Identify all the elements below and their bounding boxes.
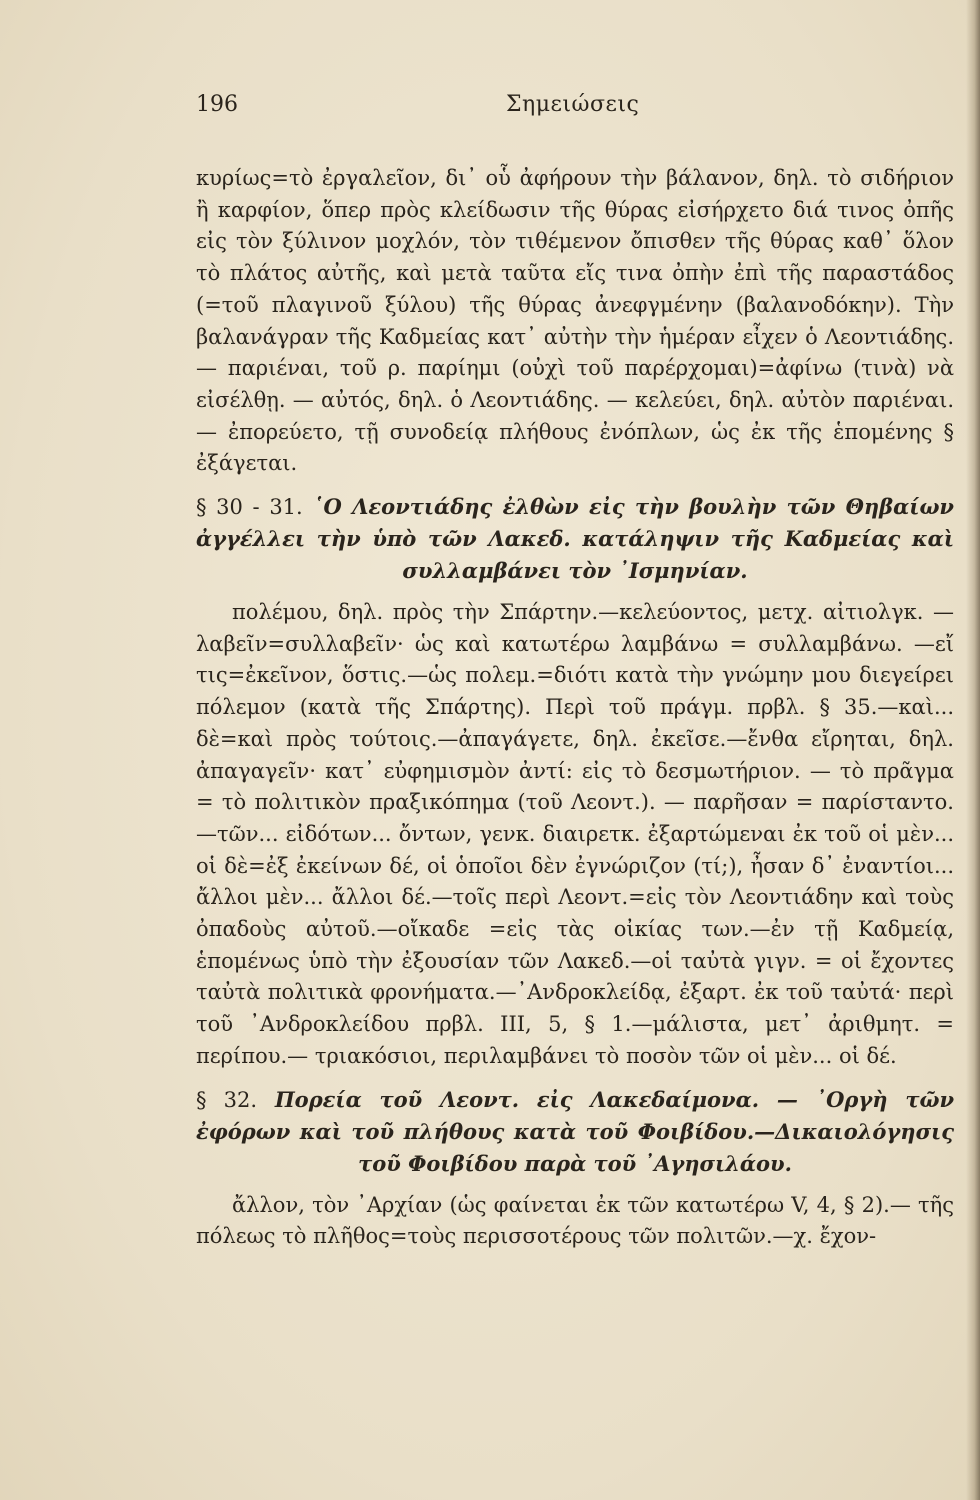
- section-title: Πορεία τοῦ Λεοντ. εἰς Λακεδαίμονα. — ᾽Οργὴ τῶν ἐφόρων καὶ τοῦ πλήθους κατὰ τοῦ Φοιβίδου.—Δικαιολόγησις τοῦ Φοιβίδου παρὰ τοῦ ᾽Αγησιλάου.: [196, 1086, 955, 1176]
- section-title: ῾Ο Λεοντιάδης ἐλθὼν εἰς τὴν βουλὴν τῶν Θηβαίων ἀγγέλλει τὴν ὑπὸ τῶν Λακεδ. κατάληψιν τῆς Καδμείας καὶ συλλαμβάνει τὸν ᾽Ισμηνίαν.: [196, 494, 955, 584]
- paragraph-1: κυρίως=τὸ ἐργαλεῖον, δι᾽ οὗ ἀφήρουν τὴν βάλανον, δηλ. τὸ σιδήριον ἢ καρφίον, ὅπερ πρὸς κλείδωσιν τῆς θύρας εἰσήρχετο διά τινος ὀπῆς εἰς τὸν ξύλινον μοχλόν, τὸν τιθέμενον ὄπισθεν τῆς θύρας καθ᾽ ὅλον τὸ πλάτος αὐτῆς, καὶ μετὰ ταῦτα εἴς τινα ὀπὴν ἐπὶ τῆς παραστάδος (=τοῦ πλαγινοῦ ξύλου) τῆς θύρας ἀνεφγμένην (βαλανοδόκην). Τὴν βαλανάγραν τῆς Καδμείας κατ᾽ αὐτὴν τὴν ἡμέραν εἶχεν ὁ Λεοντιάδης. — παριέναι, τοῦ ρ. παρίημι (οὐχὶ τοῦ παρέρχομαι)=ἀφίνω (τινὰ) νὰ εἰσέλθῃ. — αὐτός, δηλ. ὁ Λεοντιάδης. — κελεύει, δηλ. αὐτὸν παριέναι. — ἐπορεύετο, τῇ συνοδείᾳ πλήθους ἐνόπλων, ὡς ἐκ τῆς ἑπομένης § ἐξάγεται.: [196, 166, 954, 476]
- page-body: [196, 163, 954, 1253]
- page-header: [196, 92, 954, 124]
- page-edge-shadow: [966, 0, 980, 1500]
- running-title: Σημειώσεις: [506, 92, 640, 117]
- paragraph-2: πολέμου, δηλ. πρὸς τὴν Σπάρτην.—κελεύοντος, μετχ. αἰτιολγκ. —λαβεῖν=συλλαβεῖν· ὡς καὶ κατωτέρω λαμβάνω = συλλαμβάνω. —εἴ τις=ἐκεῖνον, ὅστις.—ὡς πολεμ.=διότι κατὰ τὴν γνώμην μου διεγείρει πόλεμον (κατὰ τῆς Σπάρτης). Περὶ τοῦ πράγμ. πρβλ. § 35.—καὶ... δὲ=καὶ πρὸς τούτοις.—ἀπαγάγετε, δηλ. ἐκεῖσε.—ἔνθα εἴρηται, δηλ. ἀπαγαγεῖν· κατ᾽ εὐφημισμὸν ἀντί: εἰς τὸ δεσμωτήριον. — τὸ πρᾶγμα = τὸ πολιτικὸν πραξικόπημα (τοῦ Λεοντ.). — παρῆσαν = παρίσταντο.—τῶν... εἰδότων... ὄντων, γενκ. διαιρετκ. ἐξαρτώμεναι ἐκ τοῦ οἱ μὲν... οἱ δὲ=ἐξ ἐκείνων δέ, οἱ ὁποῖοι δὲν ἐγνώριζον (τί;), ἦσαν δ᾽ ἐναντίοι... ἄλλοι μὲν... ἄλλοι δέ.—τοῖς περὶ Λεοντ.=εἰς τὸν Λεοντιάδην καὶ τοὺς ὀπαδοὺς αὐτοῦ.—οἴκαδε =εἰς τὰς οἰκίας των.—ἐν τῇ Καδμείᾳ, ἑπομένως ὑπὸ τὴν ἐξουσίαν τῶν Λακεδ.—οἱ ταὐτὰ γιγν. = οἱ ἔχοντες ταὐτὰ πολιτικὰ φρονήματα.—᾽Ανδροκλείδᾳ, ἐξαρτ. ἐκ τοῦ ταὐτά· περὶ τοῦ ᾽Ανδροκλείδου πρβλ. III, 5, § 1.—μάλιστα, μετ᾽ ἀριθμητ. = περίπου.— τριακόσιοι, περιλαμβάνει τὸ ποσὸν τῶν οἱ μὲν... οἱ δέ.: [196, 600, 954, 1068]
- paragraph-3: ἄλλον, τὸν ᾽Αρχίαν (ὡς φαίνεται ἐκ τῶν κατωτέρω V, 4, § 2).— τῆς πόλεως τὸ πλῆθος=τοὺς περισσοτέρους τῶν πολιτῶν.—χ. ἔχον-: [196, 1192, 954, 1249]
- section-heading-30-31: [196, 491, 954, 587]
- page-number: 196: [196, 92, 238, 117]
- section-number: § 30 - 31.: [196, 495, 303, 520]
- section-number: § 32.: [196, 1087, 258, 1112]
- section-heading-32: [196, 1084, 954, 1180]
